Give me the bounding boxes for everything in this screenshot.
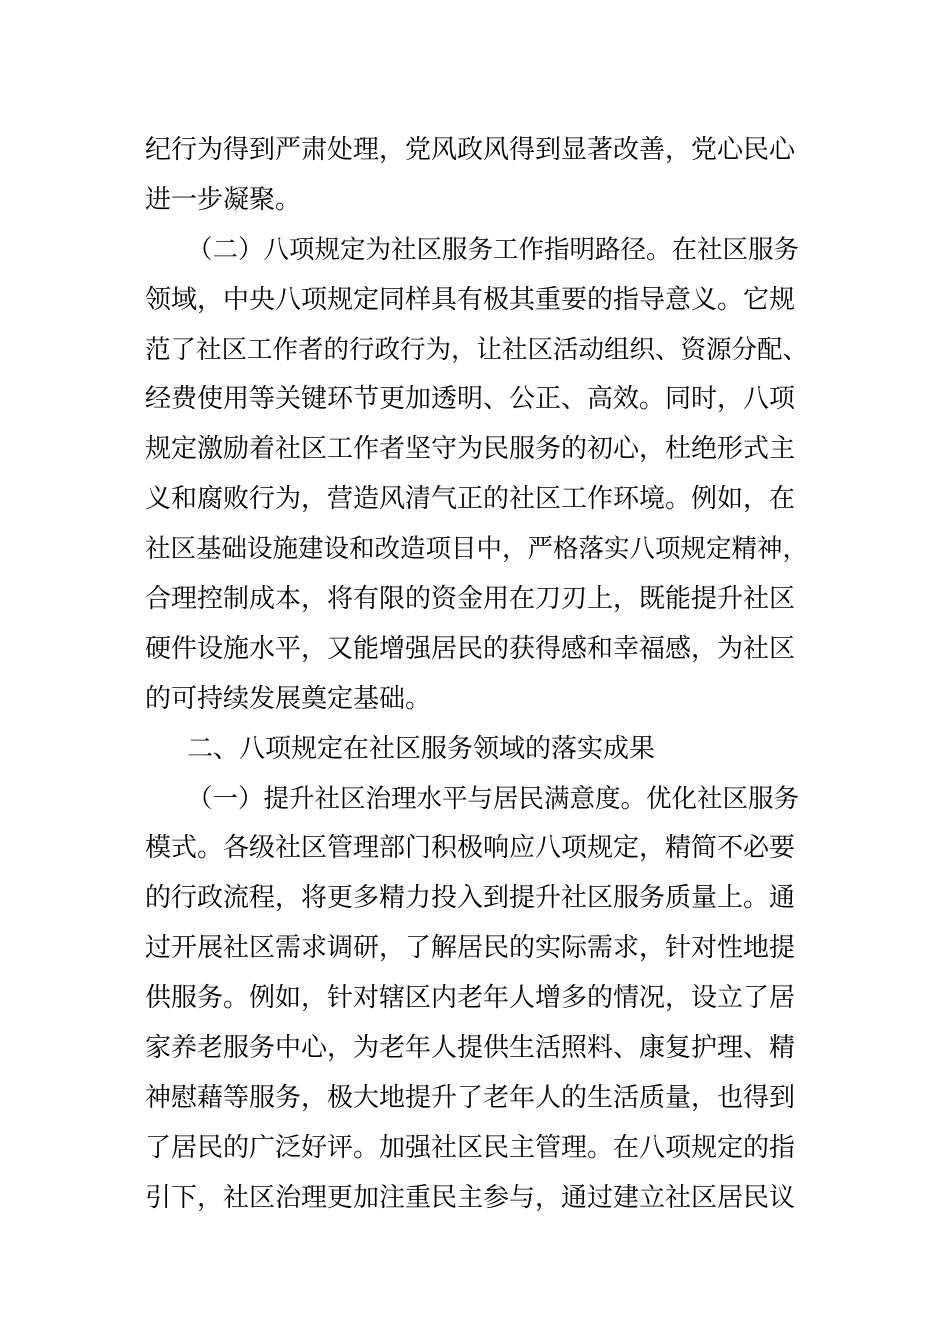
text-line: 的行政流程，将更多精力投入到提升社区服务质量上。通 (145, 883, 796, 914)
text-line: 模式。各级社区管理部门积极响应八项规定，精简不必要 (145, 833, 796, 864)
text-line: 过开展社区需求调研，了解居民的实际需求，针对性地提 (145, 933, 796, 964)
section-heading: 二、八项规定在社区服务领域的落实成果 (187, 733, 656, 764)
text-line: 领域，中央八项规定同样具有极其重要的指导意义。它规 (145, 284, 796, 315)
text-line: 规定激励着社区工作者坚守为民服务的初心，杜绝形式主 (145, 434, 796, 465)
paragraph-start-line: （二）八项规定为社区服务工作指明路径。在社区服务 (187, 234, 800, 265)
text-line: 供服务。例如，针对辖区内老年人增多的情况，设立了居 (145, 983, 796, 1014)
text-line: 社区基础设施建设和改造项目中，严格落实八项规定精神， (145, 534, 809, 565)
text-line: 合理控制成本，将有限的资金用在刀刃上，既能提升社区 (145, 584, 796, 615)
text-line: 家养老服务中心，为老年人提供生活照料、康复护理、精 (145, 1033, 796, 1064)
text-line: 经费使用等关键环节更加透明、公正、高效。同时，八项 (145, 384, 796, 415)
text-line: 硬件设施水平，又能增强居民的获得感和幸福感，为社区 (145, 633, 796, 664)
text-line: 的可持续发展奠定基础。 (145, 683, 432, 714)
text-line: 进一步凝聚。 (145, 184, 302, 215)
text-line: 引下，社区治理更加注重民主参与，通过建立社区居民议 (145, 1182, 796, 1213)
paragraph-start-line: （一）提升社区治理水平与居民满意度。优化社区服务 (187, 783, 800, 814)
text-line: 了居民的广泛好评。加强社区民主管理。在八项规定的指 (145, 1132, 796, 1163)
text-line: 义和腐败行为，营造风清气正的社区工作环境。例如，在 (145, 484, 796, 515)
body-text (145, 126, 810, 1224)
text-line: 纪行为得到严肃处理，党风政风得到显著改善，党心民心 (145, 135, 796, 165)
text-line: 神慰藉等服务，极大地提升了老年人的生活质量，也得到 (145, 1082, 796, 1113)
text-line: 范了社区工作者的行政行为，让社区活动组织、资源分配、 (145, 334, 809, 365)
